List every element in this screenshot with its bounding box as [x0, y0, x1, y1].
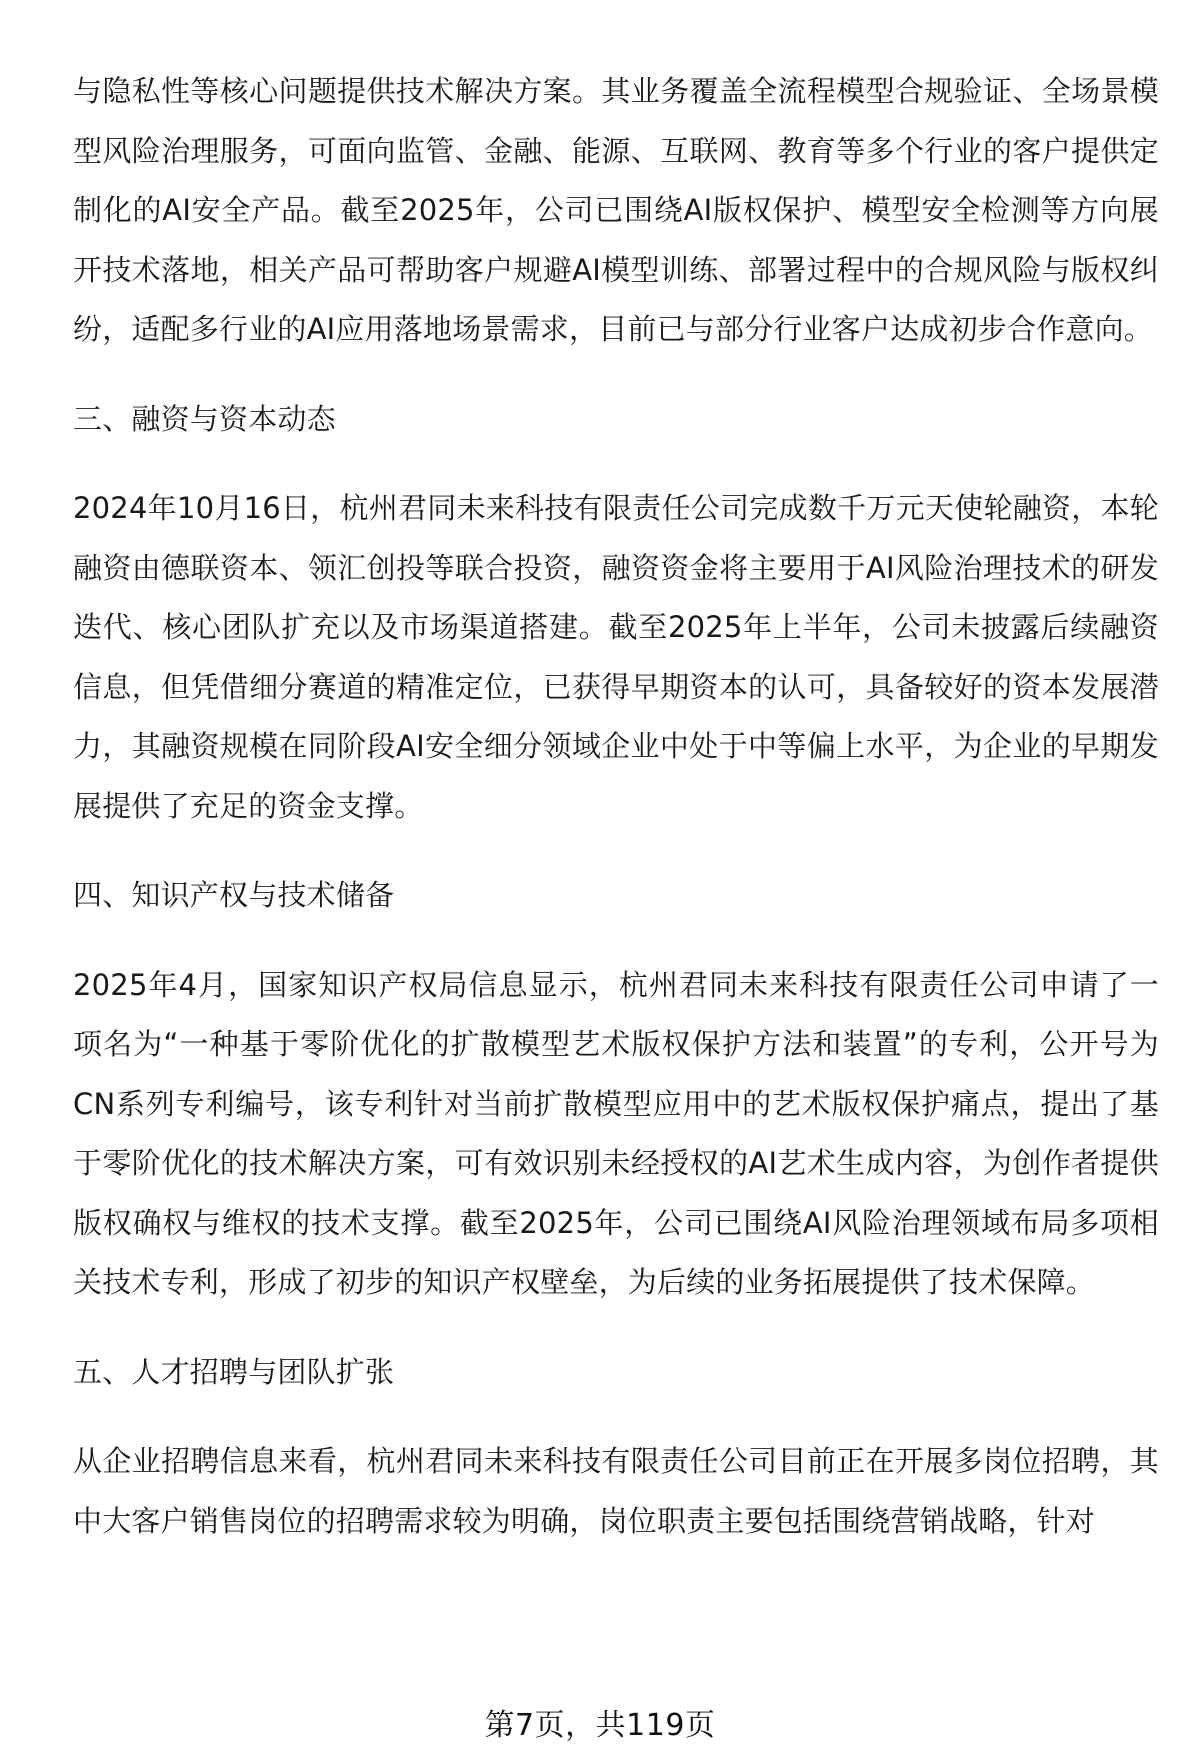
- page-number-footer: 第7页，共119页: [484, 1708, 716, 1743]
- paragraph-recruitment: 从企业招聘信息来看，杭州君同未来科技有限责任公司目前正在开展多岗位招聘，其中大客户销售岗位的招聘需求较为明确，岗位职责主要包括围绕营销战略，针对: [73, 1444, 1159, 1538]
- paragraph-financing: 2024年10月16日，杭州君同未来科技有限责任公司完成数千万元天使轮融资，本轮融资由德联资本、领汇创投等联合投资，融资资金将主要用于AI风险治理技术的研发迭代、核心团队扩充以及市场渠道搭建。截至2025年上半年，公司未披露后续融资信息，但凭借细分赛道的精准定位，已获得早期资本的认可，具备较好的资本发展潜力，其融资规模在同阶段AI安全细分领域企业中处于中等偏上水平，为企业的早期发展提供了充足的资金支撑。: [73, 491, 1159, 823]
- section-heading-financing: 三、融资与资本动态: [73, 401, 336, 436]
- document-body: [73, 62, 1159, 1581]
- paragraph-ip: 2025年4月，国家知识产权局信息显示，杭州君同未来科技有限责任公司申请了一项名为“一种基于零阶优化的扩散模型艺术版权保护方法和装置”的专利，公开号为CN系列专利编号，该专利针对当前扩散模型应用中的艺术版权保护痛点，提出了基于零阶优化的技术解决方案，可有效识别未经授权的AI艺术生成内容，为创作者提供版权确权与维权的技术支撑。截至2025年，公司已围绕AI风险治理领域布局多项相关技术专利，形成了初步的知识产权壁垒，为后续的业务拓展提供了技术保障。: [73, 967, 1159, 1299]
- paragraph-intro-continued: 与隐私性等核心问题提供技术解决方案。其业务覆盖全流程模型合规验证、全场景模型风险治理服务，可面向监管、金融、能源、互联网、教育等多个行业的客户提供定制化的AI安全产品。截至2025年，公司已围绕AI版权保护、模型安全检测等方向展开技术落地，相关产品可帮助客户规避AI模型训练、部署过程中的合规风险与版权纠纷，适配多行业的AI应用落地场景需求，目前已与部分行业客户达成初步合作意向。: [73, 74, 1159, 346]
- section-heading-ip: 四、知识产权与技术储备: [73, 878, 395, 912]
- section-heading-recruitment: 五、人才招聘与团队扩张: [73, 1354, 395, 1389]
